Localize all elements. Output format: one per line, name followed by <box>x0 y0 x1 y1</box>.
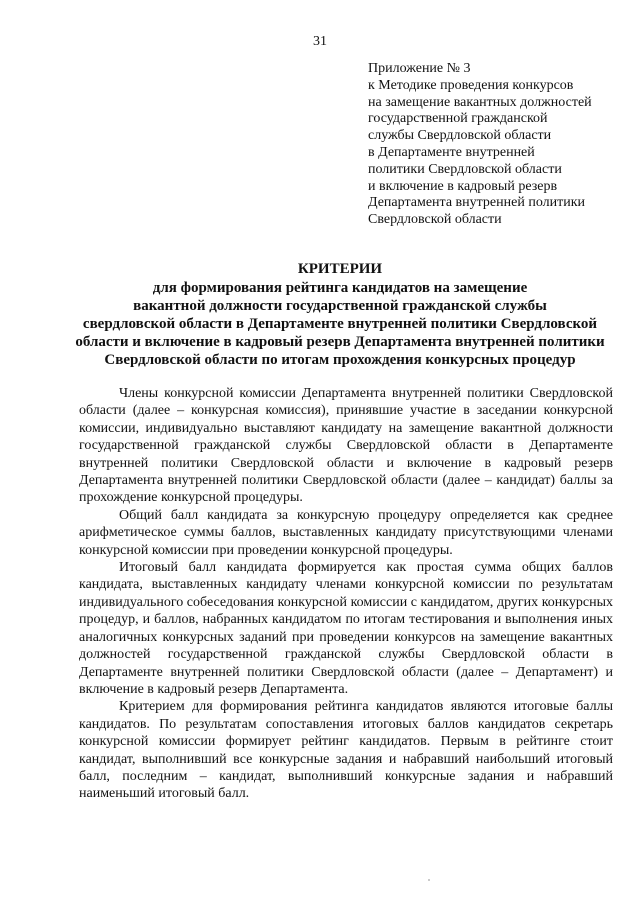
appendix-line: в Департаменте внутренней <box>368 144 535 160</box>
appendix-line: и включение в кадровый резерв <box>368 178 558 194</box>
title-subtitle-line: вакантной должности государственной гражданской службы <box>133 298 547 314</box>
appendix-line: государственной гражданской <box>368 111 548 127</box>
appendix-line: службы Свердловской области <box>368 128 552 144</box>
appendix-line: к Методике проведения конкурсов <box>368 77 574 93</box>
title-subtitle-line: свердловской области в Департаменте внутренней политики Свердловской <box>82 316 598 332</box>
title-subtitle-line: для формирования рейтинга кандидатов на замещение <box>152 280 528 296</box>
appendix-line: Департамента внутренней политики <box>368 195 586 211</box>
page-number: 31 <box>313 34 327 49</box>
title-subtitle-line: области и включение в кадровый резерв Департамента внутренней политики <box>75 334 605 350</box>
appendix-line: на замещение вакантных должностей <box>368 94 592 110</box>
appendix-line: Свердловской области <box>368 212 502 228</box>
appendix-line: политики Свердловской области <box>368 161 562 177</box>
document-title <box>60 260 620 369</box>
scan-speck <box>428 879 430 881</box>
appendix-line: Приложение № 3 <box>368 61 471 76</box>
body-text <box>79 385 613 803</box>
title-main: КРИТЕРИИ <box>297 261 383 277</box>
paragraph: Итоговый балл кандидата формируется как простая сумма общих баллов кандидата, выставленных кандидату членами конкурсной комиссии по результатам индивидуального собеседования конкурсной комиссии с кандидатом, других конкурсных процедур, и баллов, набранных кандидатом по итогам тестирования и выполнения иных аналогичных конкурсных заданий при проведении конкурсов на замещение вакантных должностей государственной гражданской службы Свердловской области в Департаменте внутренней политики Свердловской области (далее – Департамент) и включение в кадровый резерв Департамента. <box>79 560 613 697</box>
title-subtitle-line: Свердловской области по итогам прохождения конкурсных процедур <box>104 352 576 368</box>
paragraph: Критерием для формирования рейтинга кандидатов являются итоговые баллы кандидатов. По результатам сопоставления итоговых баллов кандидатов секретарь конкурсной комиссии формирует рейтинг кандидатов. Первым в рейтинге стоит кандидат, выполнивший все конкурсные задания и набравший наибольший итоговый балл, последним – кандидат, выполнивший конкурсные задания и набравший наименьший итоговый балл. <box>79 699 613 802</box>
paragraph: Члены конкурсной комиссии Департамента внутренней политики Свердловской области (далее – конкурсная комиссия), принявшие участие в заседании конкурсной комиссии, индивидуально выставляют кандидату на замещение вакантной должности государственной гражданской службы Свердловской области в Департаменте внутренней политики Свердловской области и включение в кадровый резерв Департамента внутренней политики Свердловской области (далее – кандидат) баллы за прохождение конкурсной процедуры. <box>79 386 613 506</box>
paragraph: Общий балл кандидата за конкурсную процедуру определяется как среднее арифметическое суммы баллов, выставленных кандидату присутствующими членами конкурсной комиссии при проведении конкурсной процедуры. <box>79 507 613 558</box>
appendix-header <box>368 61 636 229</box>
